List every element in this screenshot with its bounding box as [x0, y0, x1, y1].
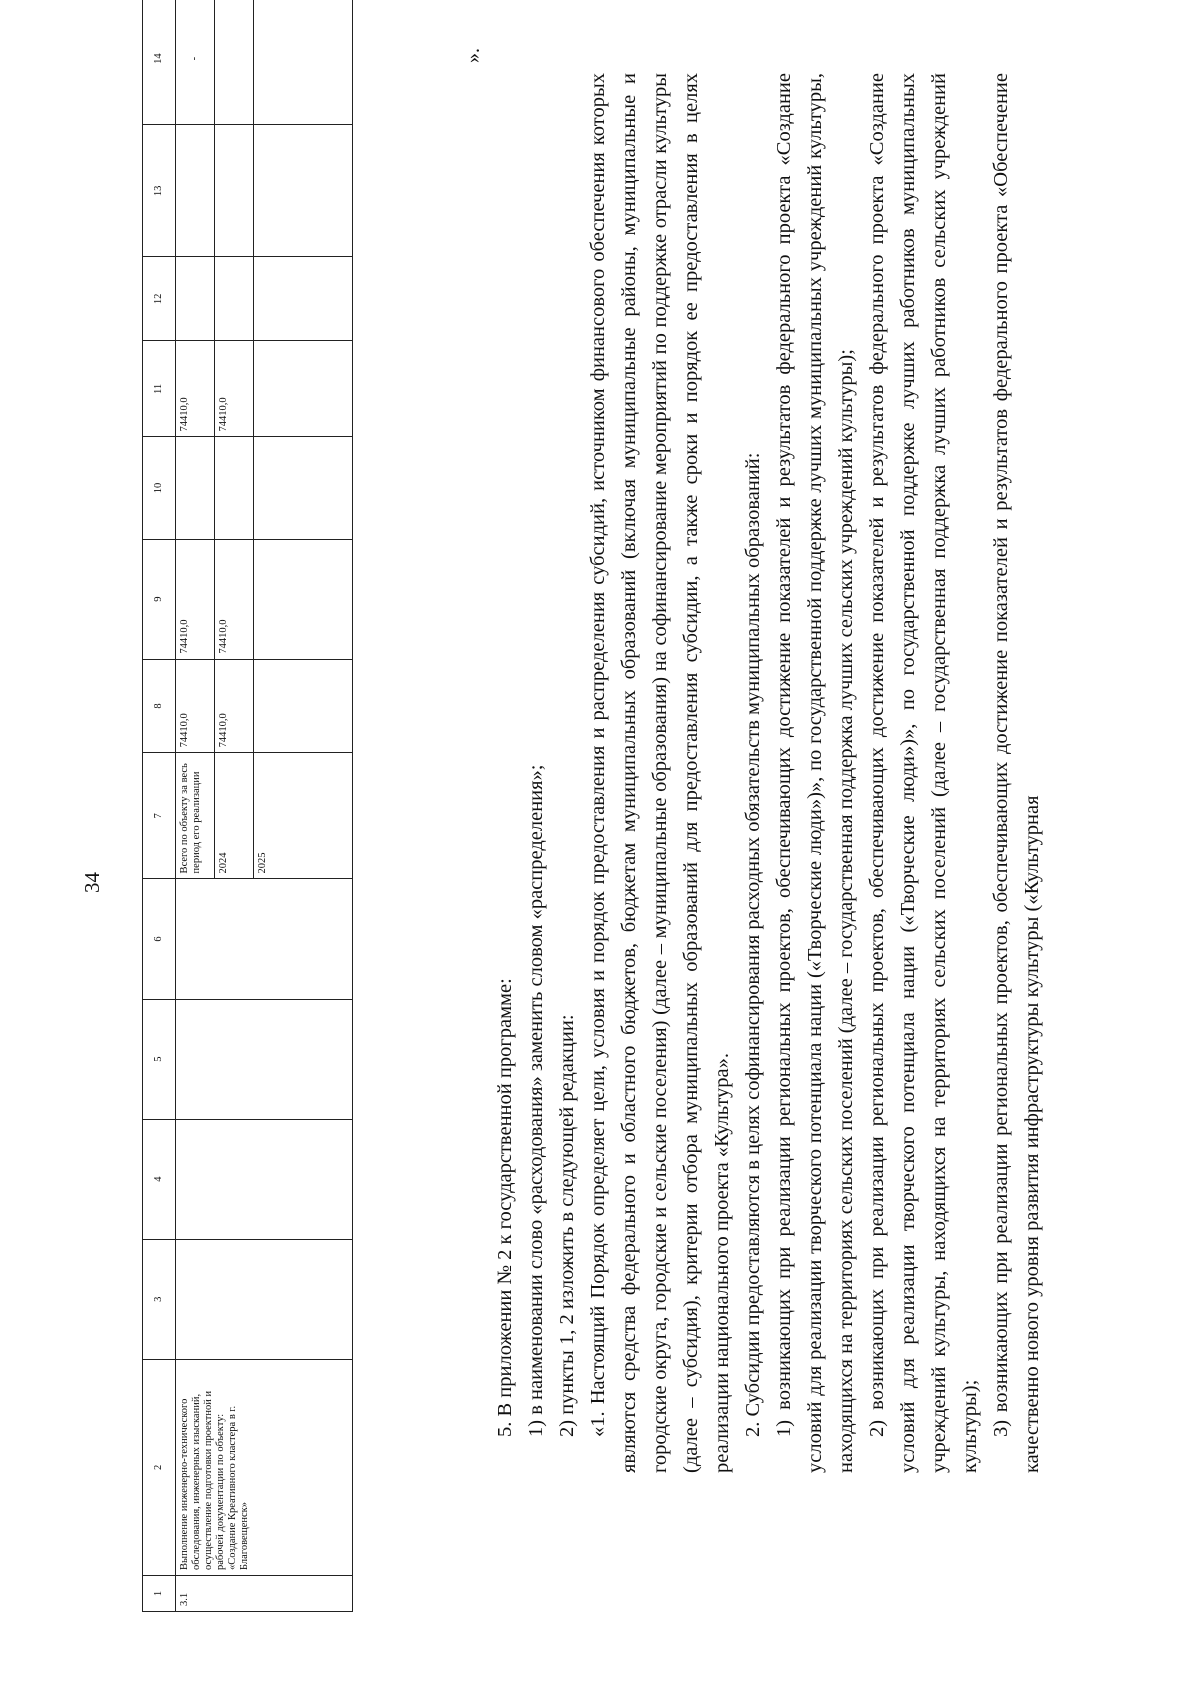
- value-cell: 74410,0: [176, 659, 215, 753]
- col-header: 11: [143, 341, 176, 437]
- col-header: 5: [143, 999, 176, 1119]
- value-cell: [254, 659, 353, 753]
- value-cell: [176, 257, 215, 341]
- col-header: 1: [143, 1575, 176, 1611]
- paragraph: 1) возникающих при реализации региональных проектов, обеспечивающих достижение показателей и результатов федерального проекта «Создание условий для реализации творческого потенциала нации («Творческие люди»)», по государственной поддержке лучших муниципальных учреждений культуры, находящихся на территориях сельских поселений (далее – государственная поддержка лучших сельских учреждений культуры);: [773, 73, 857, 1473]
- paragraph: 3) возникающих при реализации региональных проектов, обеспечивающих достижение показателей и результатов федерального проекта «Обеспечение качественно нового уровня развития инфраструктуры культуры («Культурная: [990, 73, 1043, 1473]
- value-cell: [254, 341, 353, 437]
- col-header: 8: [143, 659, 176, 753]
- value-cell: [254, 0, 353, 125]
- body-text: [490, 73, 1048, 1473]
- period-cell: 2024: [215, 753, 254, 879]
- table-header-row: [143, 0, 176, 1612]
- paragraph: 2. Субсидии предоставляются в целях софинансирования расходных обязательств муниципальных образований:: [742, 452, 764, 1437]
- paragraph: 2) пункты 1, 2 изложить в следующей редакции:: [556, 1014, 578, 1437]
- value-cell: 74410,0: [176, 341, 215, 437]
- col-header: 9: [143, 539, 176, 659]
- value-cell: 74410,0: [215, 341, 254, 437]
- value-cell: [176, 437, 215, 539]
- table-row: [176, 0, 215, 1612]
- cell-empty: [176, 879, 353, 999]
- col-header: 7: [143, 753, 176, 879]
- page-number: 34: [80, 872, 104, 893]
- col-header: 6: [143, 879, 176, 999]
- budget-table: [142, 0, 353, 1612]
- value-cell: [254, 257, 353, 341]
- col-header: 14: [143, 0, 176, 125]
- col-header: 3: [143, 1239, 176, 1359]
- paragraph: «1. Настоящий Порядок определяет цели, условия и порядок предоставления и распределения субсидий, источником финансового обеспечения которых являются средства федерального и областного бюджетов, бюджетам муниципальных образований (включая муниципальные районы, муниципальные и городские округа, городские и сельские поселения) (далее – муниципальные образования) на софинансирование мероприятий по поддержке отрасли культуры (далее – субсидия), критерии отбора муниципальных образований для предоставления субсидии, а также сроки и порядок ее предоставления в целях реализации национального проекта «Культура».: [587, 73, 733, 1473]
- value-cell: [176, 125, 215, 257]
- period-cell: Всего по объекту за весь период его реализации: [176, 753, 215, 879]
- value-cell: 74410,0: [176, 539, 215, 659]
- col-header: 12: [143, 257, 176, 341]
- value-cell: [254, 125, 353, 257]
- cell-empty: [176, 999, 353, 1119]
- col-header: 10: [143, 437, 176, 539]
- col-header: 13: [143, 125, 176, 257]
- value-cell: -: [176, 0, 215, 125]
- value-cell: [215, 257, 254, 341]
- value-cell: [254, 437, 353, 539]
- cell-empty: [176, 1239, 353, 1359]
- row-number: 3.1: [176, 1575, 353, 1611]
- value-cell: [215, 0, 254, 125]
- row-description: Выполнение инженерно-технического обследования, инженерных изысканий, осуществление подготовки проектной и рабочей документации по объекту: «Создание Креативного кластера в г. Благовещенск»: [176, 1359, 353, 1575]
- paragraph: 5. В приложении № 2 к государственной программе:: [494, 978, 516, 1437]
- cell-empty: [176, 1119, 353, 1239]
- period-cell: 2025: [254, 753, 353, 879]
- value-cell: [254, 539, 353, 659]
- paragraph: 2) возникающих при реализации региональных проектов, обеспечивающих достижение показателей и результатов федерального проекта «Создание условий для реализации творческого потенциала нации («Творческие люди»)», по государственной поддержке лучших работников муниципальных учреждений культуры, находящихся на территориях сельских поселений (далее – государственная поддержка лучших работников сельских учреждений культуры);: [866, 73, 981, 1473]
- value-cell: 74410,0: [215, 539, 254, 659]
- col-header: 4: [143, 1119, 176, 1239]
- closing-quote: ».: [462, 48, 484, 63]
- value-cell: 74410,0: [215, 659, 254, 753]
- paragraph: 1) в наименовании слово «расходования» заменить словом «распределения»;: [525, 764, 547, 1437]
- value-cell: [215, 125, 254, 257]
- col-header: 2: [143, 1359, 176, 1575]
- value-cell: [215, 437, 254, 539]
